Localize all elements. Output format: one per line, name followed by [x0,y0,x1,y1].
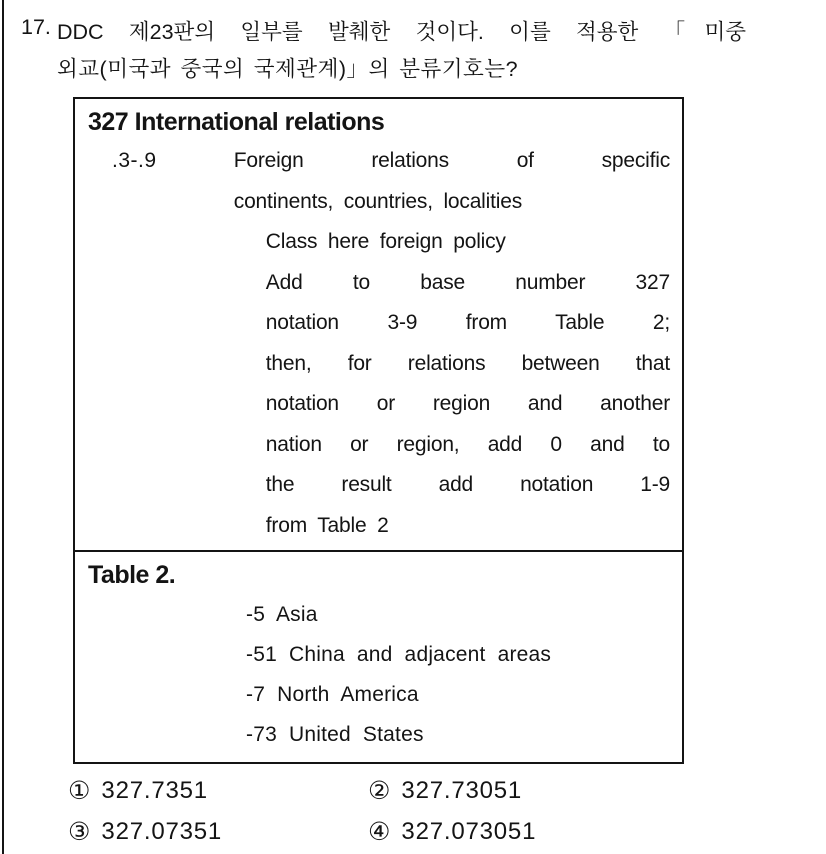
answer-options [68,770,668,852]
circled-4-marker: ④ [368,817,391,846]
caption-line: Foreign relations of specific [233,149,670,172]
answer-option-3 [68,817,368,847]
table2-entry: -7 North America [246,683,419,706]
table2-entry: -51 China and adjacent areas [246,643,552,666]
option-value: 327.07351 [101,817,223,845]
note-line: from Table 2 [265,513,389,537]
table2-entries [246,595,670,755]
circled-2-marker: ② [368,776,391,805]
circled-3-marker: ③ [68,817,91,846]
option-value: 327.73051 [401,776,523,804]
caption-line: continents, countries, localities [233,189,522,213]
ddc-entry-row [88,141,670,546]
options-row-1 [68,770,668,811]
options-row-2 [68,811,668,852]
ddc-entry-text [234,141,670,546]
table2-section [75,550,682,755]
option-value: 327.7351 [101,776,208,804]
table2-entry: -5 Asia [246,603,318,626]
question-text-line-1: DDC 제23판의 일부를 발췌한 것이다. 이를 적용한 「미중 [57,20,746,44]
table2-heading: Table 2. [88,561,176,589]
note-line: notation 3-9 from Table 2; [265,311,670,334]
answer-option-2 [368,776,668,806]
circled-1-marker: ① [68,776,91,805]
table2-entry: -73 United States [246,723,424,746]
ddc-range-label: .3-.9 [112,149,157,172]
note-line: then, for relations between that [265,351,670,375]
note-line: the result add notation 1-9 [265,473,670,496]
note-line: notation or region and another [265,392,670,415]
question-number: 17. [21,15,51,39]
answer-option-4 [368,817,668,847]
ddc-notes-block [266,222,670,546]
answer-option-1 [68,776,368,806]
ddc-excerpt-box [73,97,684,764]
note-line: Add to base number 327 [265,270,670,294]
note-line: nation or region, add 0 and to [265,432,670,456]
note-line: Class here foreign policy [265,230,506,253]
option-value: 327.073051 [401,817,537,845]
ddc-class-heading: 327 International relations [88,108,385,136]
ddc-class-section [75,99,682,546]
column-divider-rule [2,0,4,854]
question-text-line-2: 외교(미국과 중국의 국제관계)」의 분류기호는? [57,57,519,81]
